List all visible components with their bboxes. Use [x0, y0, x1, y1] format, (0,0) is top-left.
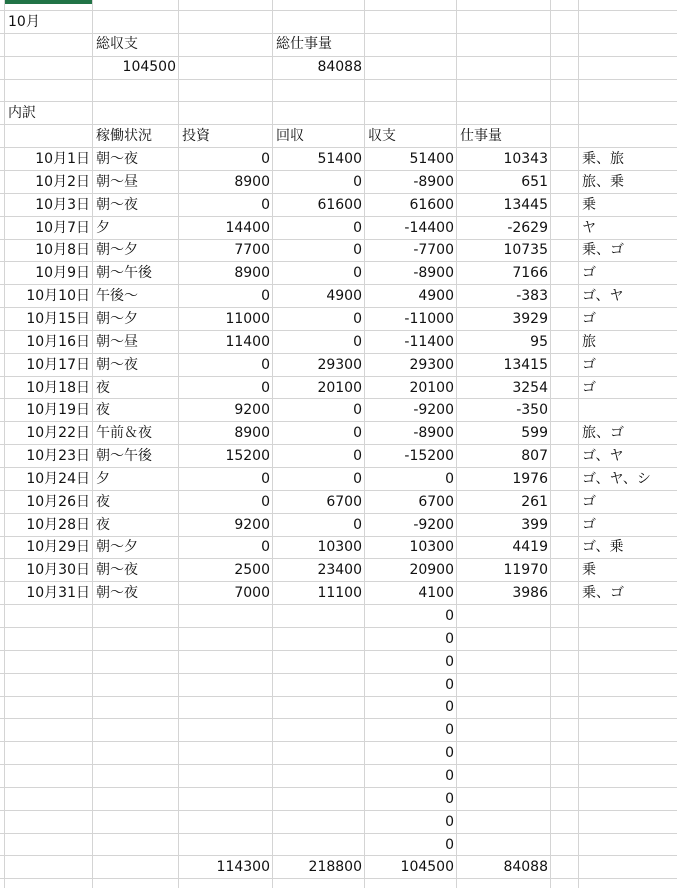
cell-status[interactable]: 朝～夜 — [96, 197, 138, 213]
cell-work[interactable]: 261 — [521, 494, 548, 510]
cell-recover[interactable]: 51400 — [317, 151, 362, 167]
cell-work[interactable]: 7166 — [512, 265, 548, 281]
cell-status[interactable]: 朝～夕 — [96, 311, 138, 327]
cell-date[interactable]: 10月7日 — [35, 220, 90, 236]
cell-recover[interactable]: 0 — [353, 448, 362, 464]
cell-balance-empty[interactable]: 0 — [445, 677, 454, 693]
cell-recover[interactable]: 20100 — [317, 380, 362, 396]
cell-date[interactable]: 10月3日 — [35, 197, 90, 213]
cell-work[interactable]: 3254 — [512, 380, 548, 396]
cell-recover[interactable]: 0 — [353, 334, 362, 350]
cell-work[interactable]: 651 — [521, 174, 548, 190]
cell-balance[interactable]: -11000 — [404, 311, 454, 327]
cell-balance[interactable]: 6700 — [418, 494, 454, 510]
cell-note[interactable]: ゴ — [582, 517, 596, 533]
cell-status[interactable]: 朝～夜 — [96, 357, 138, 373]
cell-balance[interactable]: 51400 — [409, 151, 454, 167]
cell-work[interactable]: -2629 — [507, 220, 548, 236]
cell-date[interactable]: 10月10日 — [26, 288, 90, 304]
total-balance[interactable]: 104500 — [400, 859, 454, 875]
cell-recover[interactable]: 0 — [353, 242, 362, 258]
cell-note[interactable]: ゴ、ヤ — [582, 448, 624, 464]
cell-date[interactable]: 10月19日 — [26, 402, 90, 418]
total-work[interactable]: 84088 — [503, 859, 548, 875]
cell-work[interactable]: 95 — [530, 334, 548, 350]
cell-recover[interactable]: 23400 — [317, 562, 362, 578]
cell-invest[interactable]: 0 — [261, 471, 270, 487]
cell-recover[interactable]: 6700 — [326, 494, 362, 510]
selected-cell-indicator — [4, 0, 92, 4]
cell-invest[interactable]: 0 — [261, 494, 270, 510]
cell-note[interactable]: 乗、ゴ — [582, 242, 624, 258]
column-header-status[interactable]: 稼働状況 — [96, 128, 152, 144]
grid-row-line — [0, 810, 677, 811]
cell-date[interactable]: 10月17日 — [26, 357, 90, 373]
total-invest[interactable]: 114300 — [216, 859, 270, 875]
cell-recover[interactable]: 0 — [353, 174, 362, 190]
grid-row-line — [0, 627, 677, 628]
cell-invest[interactable]: 0 — [261, 288, 270, 304]
cell-balance-empty[interactable]: 0 — [445, 608, 454, 624]
cell-note[interactable]: ゴ — [582, 311, 596, 327]
cell-balance[interactable]: -14400 — [404, 220, 454, 236]
cell-work[interactable]: 13415 — [503, 357, 548, 373]
grid-row-line — [0, 56, 677, 57]
cell-work[interactable]: 1976 — [512, 471, 548, 487]
cell-balance[interactable]: -8900 — [413, 265, 454, 281]
cell-note[interactable]: 乗 — [582, 562, 596, 578]
cell-invest[interactable]: 0 — [261, 357, 270, 373]
grid-row-line — [0, 33, 677, 34]
cell-note[interactable]: ゴ、ヤ — [582, 288, 624, 304]
cell-recover[interactable]: 61600 — [317, 197, 362, 213]
cell-recover[interactable]: 0 — [353, 425, 362, 441]
cell-note[interactable]: ゴ、ヤ、シ — [582, 471, 651, 487]
cell-invest[interactable]: 8900 — [234, 425, 270, 441]
cell-note[interactable]: 旅、ゴ — [582, 425, 624, 441]
cell-invest[interactable]: 2500 — [234, 562, 270, 578]
cell-status[interactable]: 夕 — [96, 471, 110, 487]
cell-invest[interactable]: 0 — [261, 539, 270, 555]
cell-status[interactable]: 午前＆夜 — [96, 425, 152, 441]
cell-note[interactable]: ゴ — [582, 380, 596, 396]
cell-work[interactable]: 4419 — [512, 539, 548, 555]
cell-invest[interactable]: 8900 — [234, 174, 270, 190]
cell-balance[interactable]: -9200 — [413, 402, 454, 418]
grid-row-line — [0, 833, 677, 834]
cell-status[interactable]: 朝～夜 — [96, 562, 138, 578]
cell-status[interactable]: 朝～夜 — [96, 151, 138, 167]
cell-recover[interactable]: 0 — [353, 265, 362, 281]
cell-date[interactable]: 10月15日 — [26, 311, 90, 327]
total-work-value[interactable]: 84088 — [317, 59, 362, 75]
cell-work[interactable]: 599 — [521, 425, 548, 441]
cell-note[interactable]: ゴ — [582, 357, 596, 373]
cell-status[interactable]: 午後～ — [96, 288, 138, 304]
cell-balance[interactable]: -8900 — [413, 425, 454, 441]
cell-date[interactable]: 10月31日 — [26, 585, 90, 601]
cell-date[interactable]: 10月2日 — [35, 174, 90, 190]
column-header-work[interactable]: 仕事量 — [460, 128, 502, 144]
cell-balance[interactable]: 10300 — [409, 539, 454, 555]
cell-recover[interactable]: 0 — [353, 471, 362, 487]
cell-invest[interactable]: 14400 — [225, 220, 270, 236]
cell-recover[interactable]: 11100 — [317, 585, 362, 601]
cell-balance[interactable]: -15200 — [404, 448, 454, 464]
cell-balance[interactable]: -8900 — [413, 174, 454, 190]
cell-note[interactable]: 乗、旅 — [582, 151, 624, 167]
cell-recover[interactable]: 10300 — [317, 539, 362, 555]
cell-balance-empty[interactable]: 0 — [445, 768, 454, 784]
cell-invest[interactable]: 0 — [261, 380, 270, 396]
cell-note[interactable]: 旅 — [582, 334, 596, 350]
cell-balance-empty[interactable]: 0 — [445, 814, 454, 830]
cell-work[interactable]: 399 — [521, 517, 548, 533]
cell-invest[interactable]: 15200 — [225, 448, 270, 464]
breakdown-title[interactable]: 内訳 — [8, 105, 36, 121]
grid-row-line — [0, 696, 677, 697]
total-recover[interactable]: 218800 — [308, 859, 362, 875]
cell-date[interactable]: 10月16日 — [26, 334, 90, 350]
cell-status[interactable]: 朝～昼 — [96, 174, 138, 190]
cell-work[interactable]: 10343 — [503, 151, 548, 167]
cell-status[interactable]: 朝～昼 — [96, 334, 138, 350]
cell-work[interactable]: 13445 — [503, 197, 548, 213]
cell-work[interactable]: 3929 — [512, 311, 548, 327]
cell-status[interactable]: 朝～午後 — [96, 448, 152, 464]
column-header-recover[interactable]: 回収 — [276, 128, 304, 144]
cell-recover[interactable]: 0 — [353, 220, 362, 236]
cell-note[interactable]: ゴ、乗 — [582, 539, 624, 555]
cell-balance-empty[interactable]: 0 — [445, 654, 454, 670]
cell-date[interactable]: 10月9日 — [35, 265, 90, 281]
grid-row-line — [0, 604, 677, 605]
cell-work[interactable]: 10735 — [503, 242, 548, 258]
cell-date[interactable]: 10月26日 — [26, 494, 90, 510]
cell-date[interactable]: 10月30日 — [26, 562, 90, 578]
cell-recover[interactable]: 0 — [353, 311, 362, 327]
cell-work[interactable]: 3986 — [512, 585, 548, 601]
cell-status[interactable]: 朝～午後 — [96, 265, 152, 281]
cell-note[interactable]: ゴ — [582, 494, 596, 510]
cell-invest[interactable]: 0 — [261, 197, 270, 213]
cell-date[interactable]: 10月23日 — [26, 448, 90, 464]
cell-note[interactable]: 乗、ゴ — [582, 585, 624, 601]
cell-invest[interactable]: 7700 — [234, 242, 270, 258]
cell-balance-empty[interactable]: 0 — [445, 722, 454, 738]
grid-row-line — [0, 878, 677, 879]
grid-row-line — [0, 10, 677, 11]
cell-balance[interactable]: 29300 — [409, 357, 454, 373]
cell-work[interactable]: -383 — [516, 288, 548, 304]
grid-row-line — [0, 741, 677, 742]
cell-balance[interactable]: 0 — [445, 471, 454, 487]
cell-note[interactable]: 旅、乗 — [582, 174, 624, 190]
cell-balance-empty[interactable]: 0 — [445, 699, 454, 715]
total-balance-label[interactable]: 総収支 — [96, 36, 138, 52]
cell-invest[interactable]: 11400 — [225, 334, 270, 350]
cell-balance[interactable]: -9200 — [413, 517, 454, 533]
month-label[interactable]: 10月 — [8, 14, 40, 30]
grid-row-line — [0, 101, 677, 102]
column-header-balance[interactable]: 収支 — [368, 128, 396, 144]
cell-note[interactable]: 乗 — [582, 197, 596, 213]
cell-invest[interactable]: 9200 — [234, 402, 270, 418]
cell-note[interactable] — [578, 399, 677, 421]
cell-date[interactable]: 10月18日 — [26, 380, 90, 396]
cell-date[interactable]: 10月8日 — [35, 242, 90, 258]
grid-row-line — [0, 787, 677, 788]
column-header-invest[interactable]: 投資 — [182, 128, 210, 144]
cell-invest[interactable]: 11000 — [225, 311, 270, 327]
total-balance-value[interactable]: 104500 — [122, 59, 176, 75]
cell-balance-empty[interactable]: 0 — [445, 631, 454, 647]
cell-date[interactable]: 10月1日 — [35, 151, 90, 167]
cell-invest[interactable]: 9200 — [234, 517, 270, 533]
cell-status[interactable]: 朝～夕 — [96, 242, 138, 258]
grid-row-line — [0, 79, 677, 80]
total-work-label[interactable]: 総仕事量 — [276, 36, 332, 52]
cell-work[interactable]: 11970 — [503, 562, 548, 578]
cell-work[interactable]: 807 — [521, 448, 548, 464]
cell-invest[interactable]: 7000 — [234, 585, 270, 601]
cell-note[interactable]: ゴ — [582, 265, 596, 281]
grid-row-line — [0, 124, 677, 125]
cell-note[interactable]: ヤ — [582, 220, 596, 236]
cell-invest[interactable]: 0 — [261, 151, 270, 167]
cell-balance-empty[interactable]: 0 — [445, 745, 454, 761]
cell-status[interactable]: 夕 — [96, 220, 110, 236]
cell-date[interactable]: 10月28日 — [26, 517, 90, 533]
cell-recover[interactable]: 4900 — [326, 288, 362, 304]
grid-row-line — [0, 764, 677, 765]
cell-balance[interactable]: 61600 — [409, 197, 454, 213]
cell-status[interactable]: 夜 — [96, 494, 110, 510]
grid-row-line — [0, 650, 677, 651]
cell-balance[interactable]: 20100 — [409, 380, 454, 396]
cell-status[interactable]: 朝～夕 — [96, 539, 138, 555]
cell-status[interactable]: 夜 — [96, 402, 110, 418]
cell-date[interactable]: 10月24日 — [26, 471, 90, 487]
cell-recover[interactable]: 0 — [353, 517, 362, 533]
cell-status[interactable]: 夜 — [96, 380, 110, 396]
grid-row-line — [0, 673, 677, 674]
cell-date[interactable]: 10月29日 — [26, 539, 90, 555]
cell-balance-empty[interactable]: 0 — [445, 791, 454, 807]
grid-row-line — [0, 718, 677, 719]
cell-balance[interactable]: 4900 — [418, 288, 454, 304]
cell-status[interactable]: 朝～夜 — [96, 585, 138, 601]
cell-recover[interactable]: 29300 — [317, 357, 362, 373]
cell-balance[interactable]: -11400 — [404, 334, 454, 350]
cell-balance-empty[interactable]: 0 — [445, 837, 454, 853]
cell-recover[interactable]: 0 — [353, 402, 362, 418]
cell-balance[interactable]: -7700 — [413, 242, 454, 258]
cell-date[interactable]: 10月22日 — [26, 425, 90, 441]
cell-balance[interactable]: 4100 — [418, 585, 454, 601]
cell-balance[interactable]: 20900 — [409, 562, 454, 578]
cell-status[interactable]: 夜 — [96, 517, 110, 533]
cell-work[interactable]: -350 — [516, 402, 548, 418]
cell-invest[interactable]: 8900 — [234, 265, 270, 281]
